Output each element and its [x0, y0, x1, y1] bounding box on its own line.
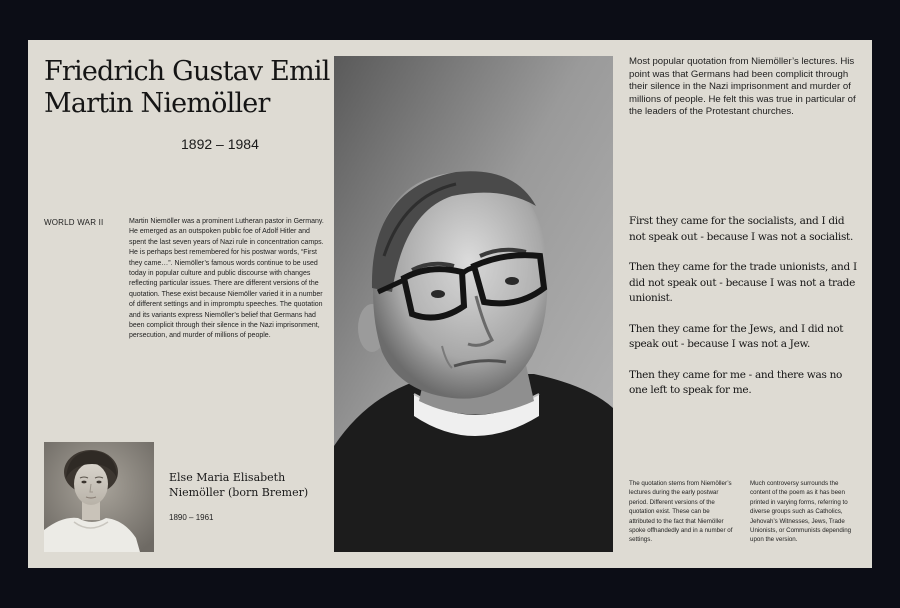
spouse-name-line-2: Niemöller (born Bremer): [169, 486, 309, 499]
section-label: WORLD WAR II: [44, 218, 104, 227]
spouse-photo-image: [44, 442, 154, 552]
spouse-name: [169, 470, 329, 500]
page-title: [44, 56, 334, 120]
title-line-2: Martin Niemöller: [44, 88, 270, 119]
niemoller-photo-image: [334, 56, 613, 552]
footnote-origin: The quotation stems from Niemöller’s lectures during the early postwar period. Different versions of the quotation exist. These can be attributed to the fact that Niemöller spoke offhandedly and in a number of settings.: [629, 480, 733, 544]
lifespan: 1892 – 1984: [181, 136, 259, 152]
spouse-lifespan: 1890 – 1961: [169, 513, 214, 522]
quote-stanza-1: First they came for the socialists, and I did not speak out - because I was not a socialist.: [629, 215, 853, 243]
quote-stanza-4: Then they came for me - and there was no one left to speak for me.: [629, 368, 843, 396]
biography-text: Martin Niemöller was a prominent Lutheran pastor in Germany. He emerged as an outspoken public foe of Adolf Hitler and spent the last seven years of Nazi rule in concentration camps. He is perhaps best remembered for his postwar words, “First they came…”. Niemöller’s famous words continue to be used today in popular culture and public discourse with changes reflecting particular issues. There are different versions of the quotation. These exist because Niemöller varied it in a number of different settings and in impromptu speeches. The quotation and its variants express Niemöller’s belief that Germans had been complicit through their silence in the Nazi imprisonment, persecution, and murder of millions of people.: [129, 218, 324, 340]
quote-stanza-3: Then they came for the Jews, and I did not speak out - because I was not a Jew.: [629, 322, 844, 350]
title-line-1: Friedrich Gustav Emil: [44, 56, 330, 87]
exhibit-panel: [28, 40, 872, 568]
spouse-name-line-1: Else Maria Elisabeth: [169, 471, 286, 484]
quote-stanza-2: Then they came for the trade unionists, and I did not speak out - because I was not a trade unionist.: [629, 261, 857, 304]
footnote-controversy: Much controversy surrounds the content of the poem as it has been printed in varying forms, referring to diverse groups such as Catholics, Jehovah’s Witnesses, Jews, Trade Unionists, or Communists depending upon the version.: [750, 480, 852, 544]
main-portrait: [334, 56, 613, 552]
intro-text: Most popular quotation from Niemöller’s lectures. His point was that Germans had been complicit through their silence in the Nazi imprisonment and murder of millions of people. He felt this was true in particular of the leaders of the Protestant churches.: [629, 56, 856, 118]
quotation: [629, 214, 861, 414]
spouse-portrait: [44, 442, 154, 552]
